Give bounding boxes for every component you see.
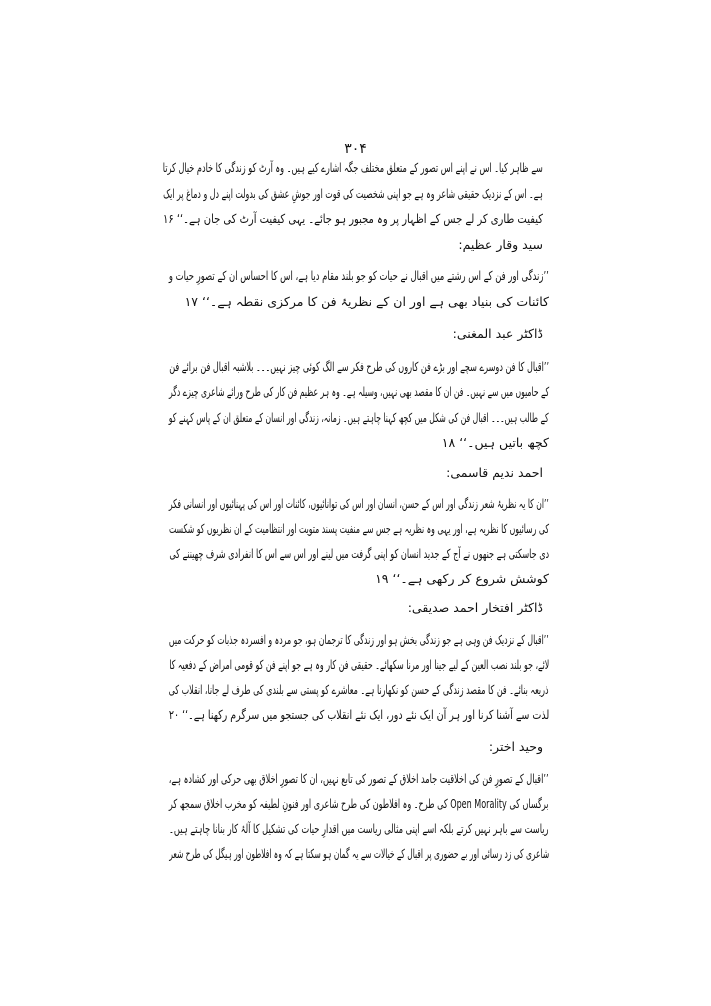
quote-line: کی رسائیوں کا نظریہ ہے، اور یہی وہ نظریہ ہے جس سے منفیت پسند متویت اور انتظامیت کے ان نظریوں کو شکست (168, 521, 549, 536)
quote-line: کے حامیوں میں سے نہیں۔ فن ان کا مقصد بھی نہیں، وسیلہ ہے۔ وہ ہر عظیم فن کار کی طرح ورائے شاعری چیزے دگر (168, 384, 549, 399)
section-heading: ڈاکٹر افتخار احمد صدیقی: (407, 600, 543, 615)
intro-line: کیفیت طاری کر لے جس کے اظہار پر وہ مجبور ہو جائے۔ یہی کیفیت آرٹ کی جان ہے۔‘‘ ۱۶ (163, 211, 543, 226)
quote-line: کوشش شروع کر رکھی ہے۔‘‘ ۱۹ (375, 571, 549, 586)
quote-line: لذت سے آشنا کرنا اور ہر آن ایک نئے دور، ایک نئے انقلاب کی جستجو میں سرگرم رکھنا ہے۔‘‘ ۲۰ (168, 707, 549, 722)
quote-line: ریاست سے باہر نہیں کرتے بلکہ اسے اپنی مثالی ریاست میں اقدارِ حیات کی تشکیل کا آلۂ کار بنانا چاہتے ہیں۔ (169, 821, 549, 836)
quote-line: ذریعہ بنائے۔ فن کا مقصد زندگی کے حسن کو نکھارنا ہے۔ معاشرے کو پستی سے بلندی کی طرف لے جانا، انقلاب کی (169, 682, 549, 697)
quote-line: برگساں کی Open Morality کی طرح۔ وہ افلاطون کی طرح شاعری اور فنونِ لطیفہ کو مخرب اخلاق سمجھ کر (169, 796, 549, 811)
section-heading: ڈاکٹر عبد المغنی: (452, 326, 543, 341)
quote-line: ’’اقبال کے تصورِ فن کی اخلاقیت جامد اخلاق کے تصور کی تابع نہیں، ان کا تصورِ اخلاق بھی حرکی اور کشادہ ہے، (169, 771, 549, 786)
section-heading: احمد ندیم قاسمی: (446, 465, 543, 480)
page-number: ۳۰۴ (344, 141, 367, 157)
quote-line: ’’ان کا یہ نظریۂ شعر زندگی اور اس کے حسن، انسان اور اس کی توانائیوں، کائنات اور اس کی پہنائیوں اور انسانی فکر (169, 496, 549, 511)
quote-line: کے طالب ہیں۔۔۔ اقبال فن کی شکل میں کچھ کہنا چاہتے ہیں۔ زمانہ، زندگی اور انسان کے متعلق ان کے پاس کہنے کو (169, 410, 549, 425)
quote-line: لائے، جو بلند نصب العین کے لیے جینا اور مرنا سکھائے۔ حقیقی فن کار وہ ہے جو اپنے فن کو قومی امراض کے دفعیہ کا (168, 657, 549, 672)
quote-line: ’’اقبال کا فن دوسرے سچے اور بڑے فن کاروں کی طرح فکر سے الگ کوئی چیز نہیں۔۔۔ بلاشبہ اقبال فن برائے فن (169, 359, 549, 374)
section-heading: سید وقار عظیم: (458, 237, 543, 252)
intro-line: سے ظاہر کیا۔ اس نے اپنے اس تصور کے متعلق مختلف جگہ اشارے کیے ہیں۔ وہ آرٹ کو زندگی کا خادم خیال کرتا (162, 160, 543, 175)
quote-line: کائنات کی بنیاد بھی ہے اور ان کے نظریۂ فن کا مرکزی نقطہ ہے۔‘‘ ۱۷ (184, 294, 549, 309)
section-heading: وحید اختر: (488, 739, 543, 754)
quote-line: ’’اقبال کے نزدیک فن وہی ہے جو زندگی بخش ہو اور زندگی کا ترجمان ہو، جو مردہ و افسردہ جذبات کو حرکت میں (169, 632, 549, 647)
quote-line: دی جاسکتی ہے جنھوں نے آج کے جدید انسان کو اپنی گرفت میں لینے اور اس سے اس کا انفرادی شرف چھیننے کی (169, 546, 549, 561)
quote-line: ’’زندگی اور فن کے اس رشتے میں اقبال نے حیات کو جو بلند مقام دیا ہے، اس کا احساس ان کے تصورِ حیات و (169, 268, 549, 283)
intro-line: ہے۔ اس کے نزدیک حقیقی شاعر وہ ہے جو اپنی شخصیت کی قوت اور جوشِ عشق کی بدولت اپنے دل و دماغ پر ایک (163, 186, 543, 201)
quote-line: شاعری کی زد رسائی اور بے حضوری پر اقبال کے خیالات سے یہ گمان ہو سکتا ہے کہ وہ افلاطون اور ہیگل کی طرح شعر (169, 846, 549, 861)
quote-line: کچھ باتیں ہیں۔‘‘ ۱۸ (441, 435, 549, 450)
